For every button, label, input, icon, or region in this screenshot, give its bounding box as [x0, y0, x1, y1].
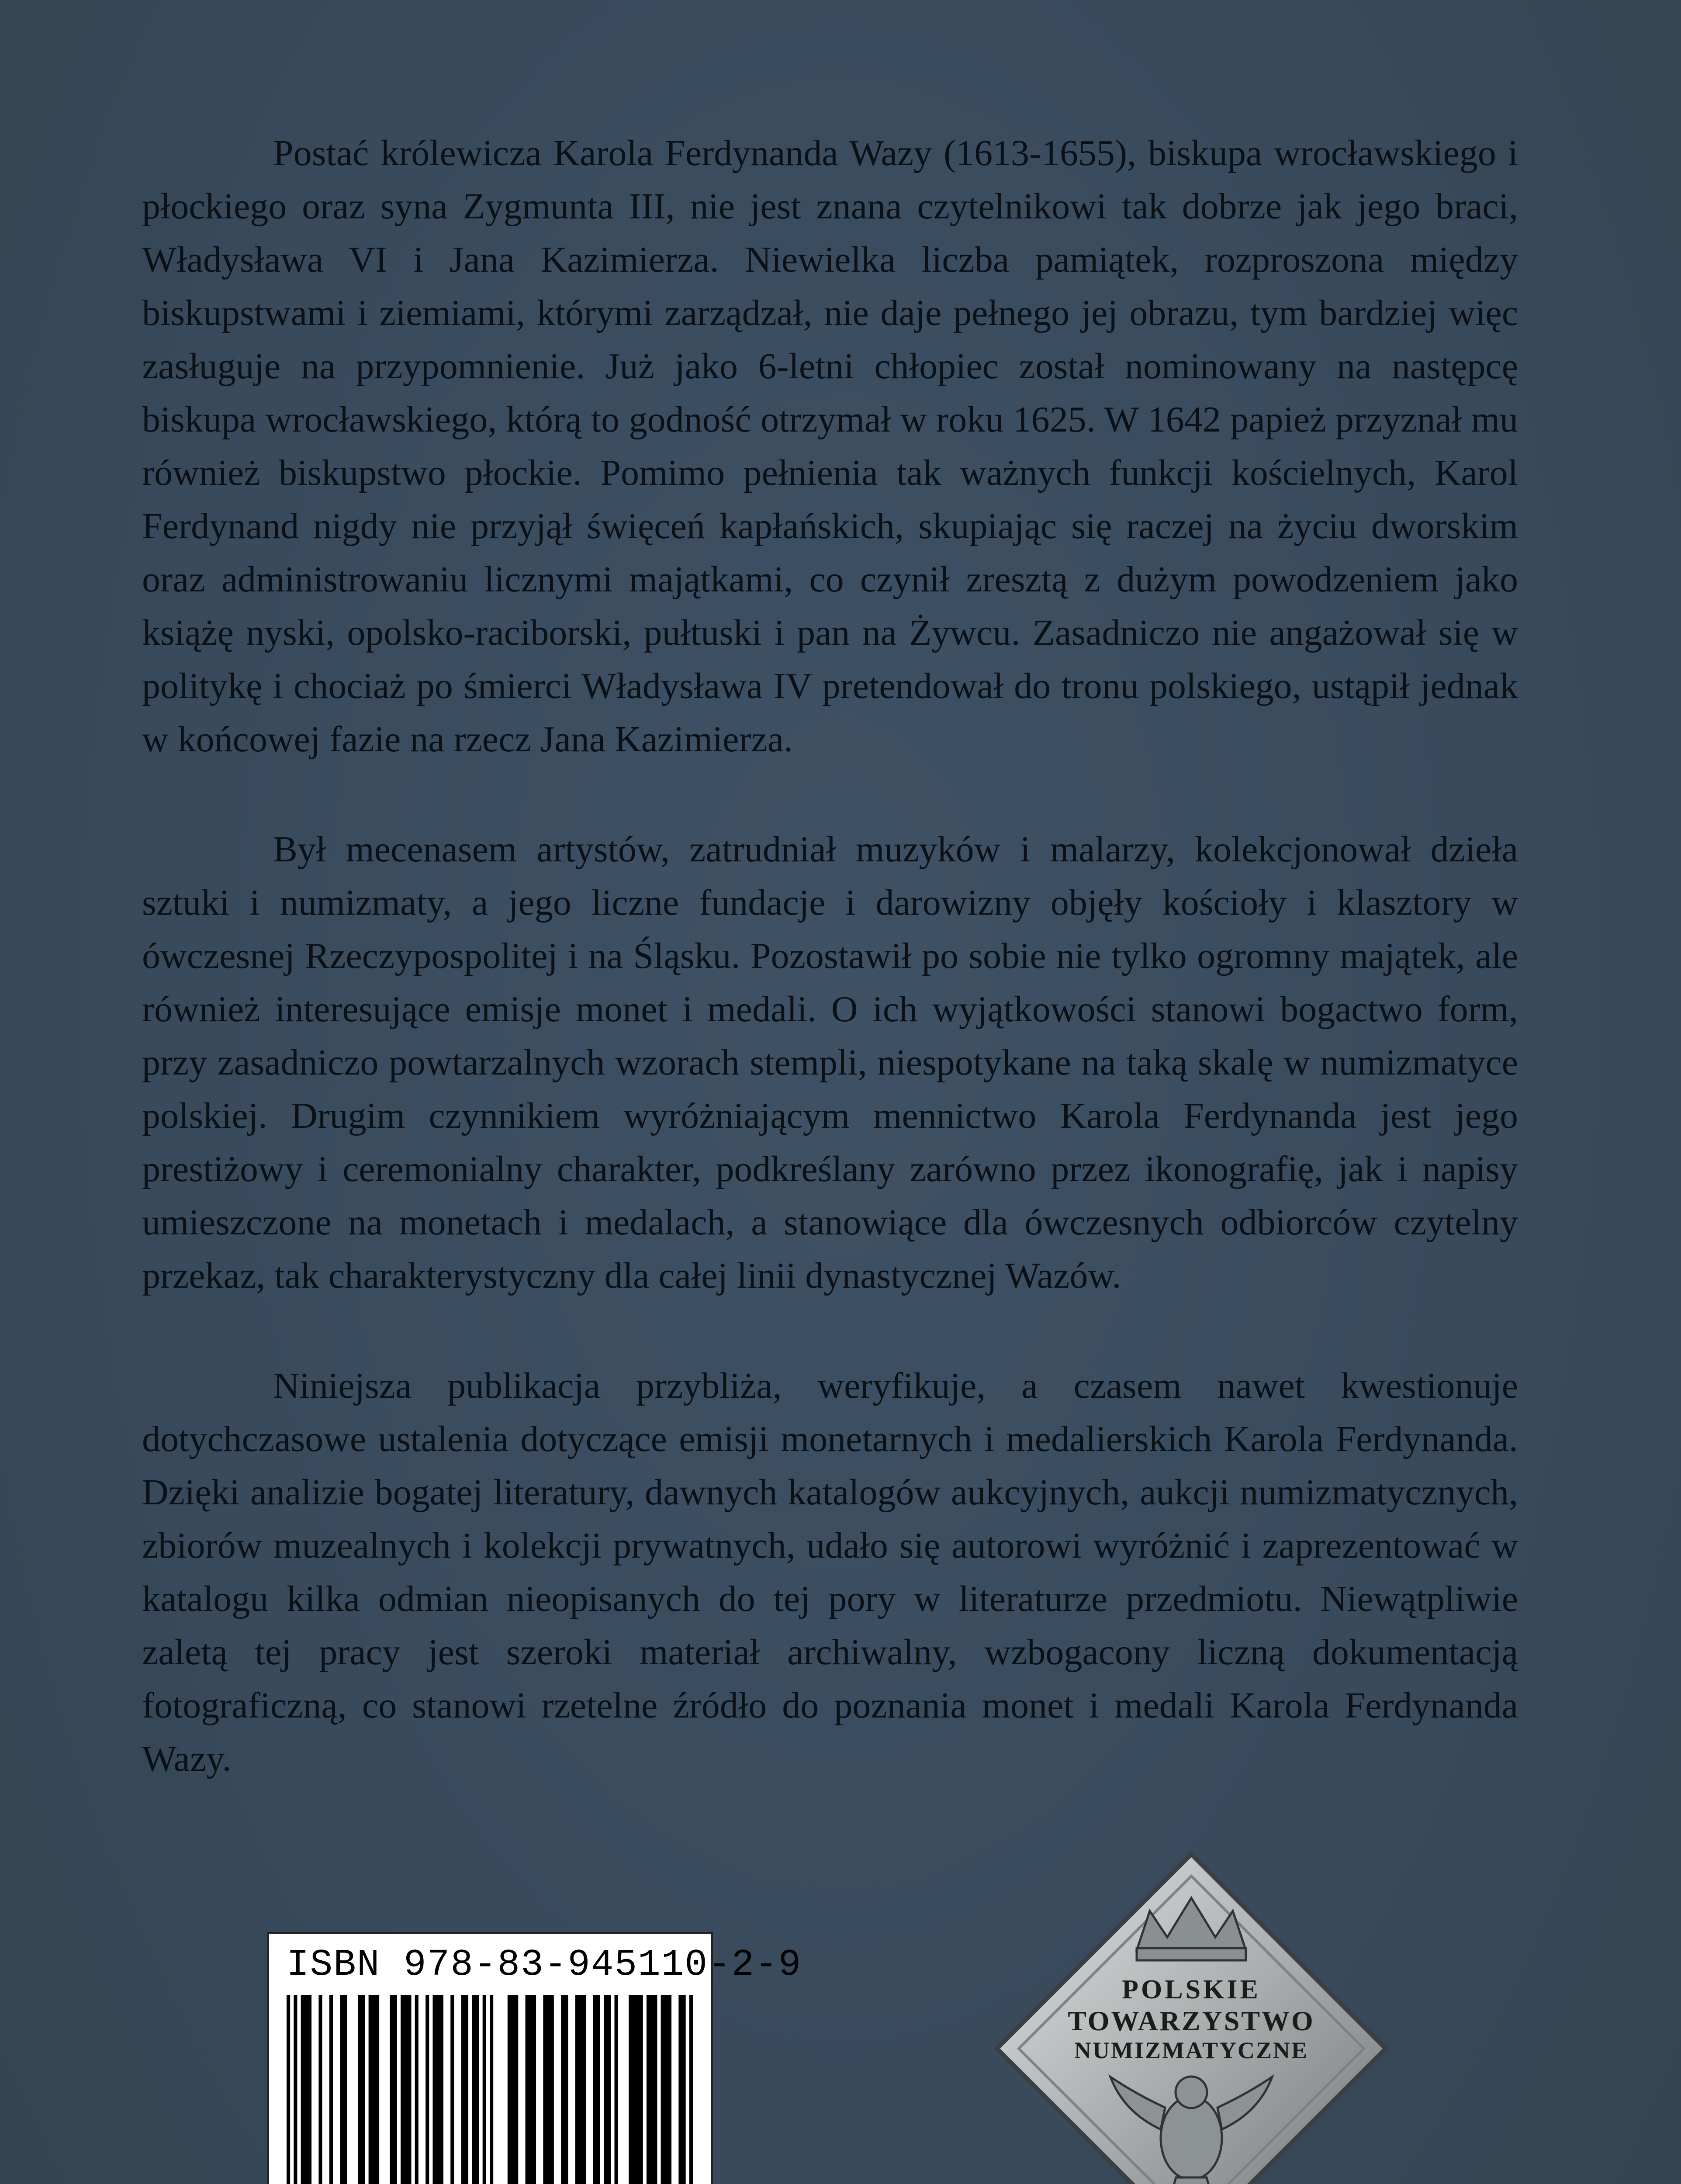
barcode-bar [358, 1995, 365, 2184]
numismatic-society-badge [993, 1850, 1390, 2184]
barcode-bar [682, 1995, 686, 2184]
paragraph-3: Niniejsza publikacja przybliża, weryfikuje, a czasem nawet kwestionuje dotychczasowe ustalenia dotyczące emisji monetarnych i medalierskich Karola Ferdynanda. Dzięki analizie bogatej literatury, dawnych katalogów aukcyjnych, aukcji numizmatycznych, zbiorów muzealnych i kolekcji prywatnych, udało się autorowi wyróżnić i zaprezentować w katalogu kilka odmian nieopisanych do tej pory w literaturze przedmiotu. Niewątpliwie zaletą tej pracy jest szeroki materiał archiwalny, wzbogacony liczną dokumentacją fotograficzną, co stanowi rzetelne źródło do poznania monet i medali Karola Ferdynanda Wazy. [142, 1365, 1518, 1779]
badge-line-3: NUMIZMATYCZNE [1074, 2037, 1308, 2063]
paragraph-1: Postać królewicza Karola Ferdynanda Wazy (1613-1655), biskupa wrocławskiego i płockiego oraz syna Zygmunta III, nie jest znana czytelnikowi tak dobrze jak jego braci, Władysława VI i Jana Kazimierza. Niewielka liczba pamiątek, rozproszona między biskupstwami i ziemiami, którymi zarządzał, nie daje pełnego jej obrazu, tym bardziej więc zasługuje na przypomnienie. Już jako 6-letni chłopiec został nominowany na następcę biskupa wrocławskiego, którą to godność otrzymał w roku 1625. W 1642 papież przyznał mu również biskupstwo płockie. Pomimo pełnienia tak ważnych funkcji kościelnych, Karol Ferdynand nigdy nie przyjął święceń kapłańskich, skupiając się raczej na życiu dworskim oraz administrowaniu licznymi majątkami, co czynił zresztą z dużym powodzeniem jako książę nyski, opolsko-raciborski, pułtuski i pan na Żywcu. Zasadniczo nie angażował się w politykę i chociaż po śmierci Władysława IV pretendował do tronu polskiego, ustąpił jednak w końcowej fazie na rzecz Jana Kazimierza. [142, 133, 1518, 760]
barcode-bar [526, 1995, 536, 2184]
isbn-label: ISBN 978-83-945110-2-9 [287, 1943, 802, 1986]
barcode-bar [369, 1995, 379, 2184]
barcode-bar [661, 1995, 671, 2184]
barcode-bar [301, 1995, 311, 2184]
badge-line-2: TOWARZYSTWO [1068, 2005, 1315, 2036]
barcode-bar [318, 1995, 322, 2184]
barcode-bar [615, 1995, 618, 2184]
isbn-barcode [267, 1932, 802, 2184]
barcode-bar [689, 1995, 693, 2184]
barcode-bar [508, 1995, 518, 2184]
barcode-bar [647, 1995, 657, 2184]
barcode-bar [450, 1995, 454, 2184]
paragraph-2: Był mecenasem artystów, zatrudniał muzyków i malarzy, kolekcjonował dzieła sztuki i numizmaty, a jego liczne fundacje i darowizny objęły kościoły i klasztory w ówczesnej Rzeczypospolitej i na Śląsku. Pozostawił po sobie nie tylko ogromny majątek, ale również interesujące emisje monet i medali. O ich wyjątkowości stanowi bogactwo form, przy zasadniczo powtarzalnych wzorach stempli, niespotykane na taką skalę w numizmatyce polskiej. Drugim czynnikiem wyróżniającym mennictwo Karola Ferdynanda jest jego prestiżowy i ceremonialny charakter, podkreślany zarówno przez ikonografię, jak i napisy umieszczone na monetach i medalach, a stanowiące dla ówczesnych odbiorców czytelny przekaz, tak charakterystyczny dla całej linii dynastycznej Wazów. [142, 829, 1518, 1296]
barcode-bar [401, 1995, 411, 2184]
barcode-bar [432, 1995, 443, 2184]
barcode-bar [490, 1995, 493, 2184]
barcode-bar [593, 1995, 600, 2184]
barcode-bar [604, 1995, 611, 2184]
barcode-bar [415, 1995, 419, 2184]
barcode-bar [472, 1995, 479, 2184]
barcode-bar [575, 1995, 586, 2184]
barcode-bar [483, 1995, 486, 2184]
barcode-bar [543, 1995, 553, 2184]
barcode-bar [294, 1995, 297, 2184]
barcode-bar [678, 1995, 682, 2184]
barcode-bar [425, 1995, 429, 2184]
barcode-bar [561, 1995, 568, 2184]
barcode-bar [461, 1995, 468, 2184]
barcode-bar [329, 1995, 333, 2184]
blurb-text [142, 127, 1518, 1842]
barcode-bar [390, 1995, 397, 2184]
barcode-bar [340, 1995, 347, 2184]
badge-line-1: POLSKIE [1122, 1975, 1261, 2004]
barcode-bar [629, 1995, 643, 2184]
barcode-bars [287, 1995, 693, 2184]
barcode-bar [287, 1995, 290, 2184]
